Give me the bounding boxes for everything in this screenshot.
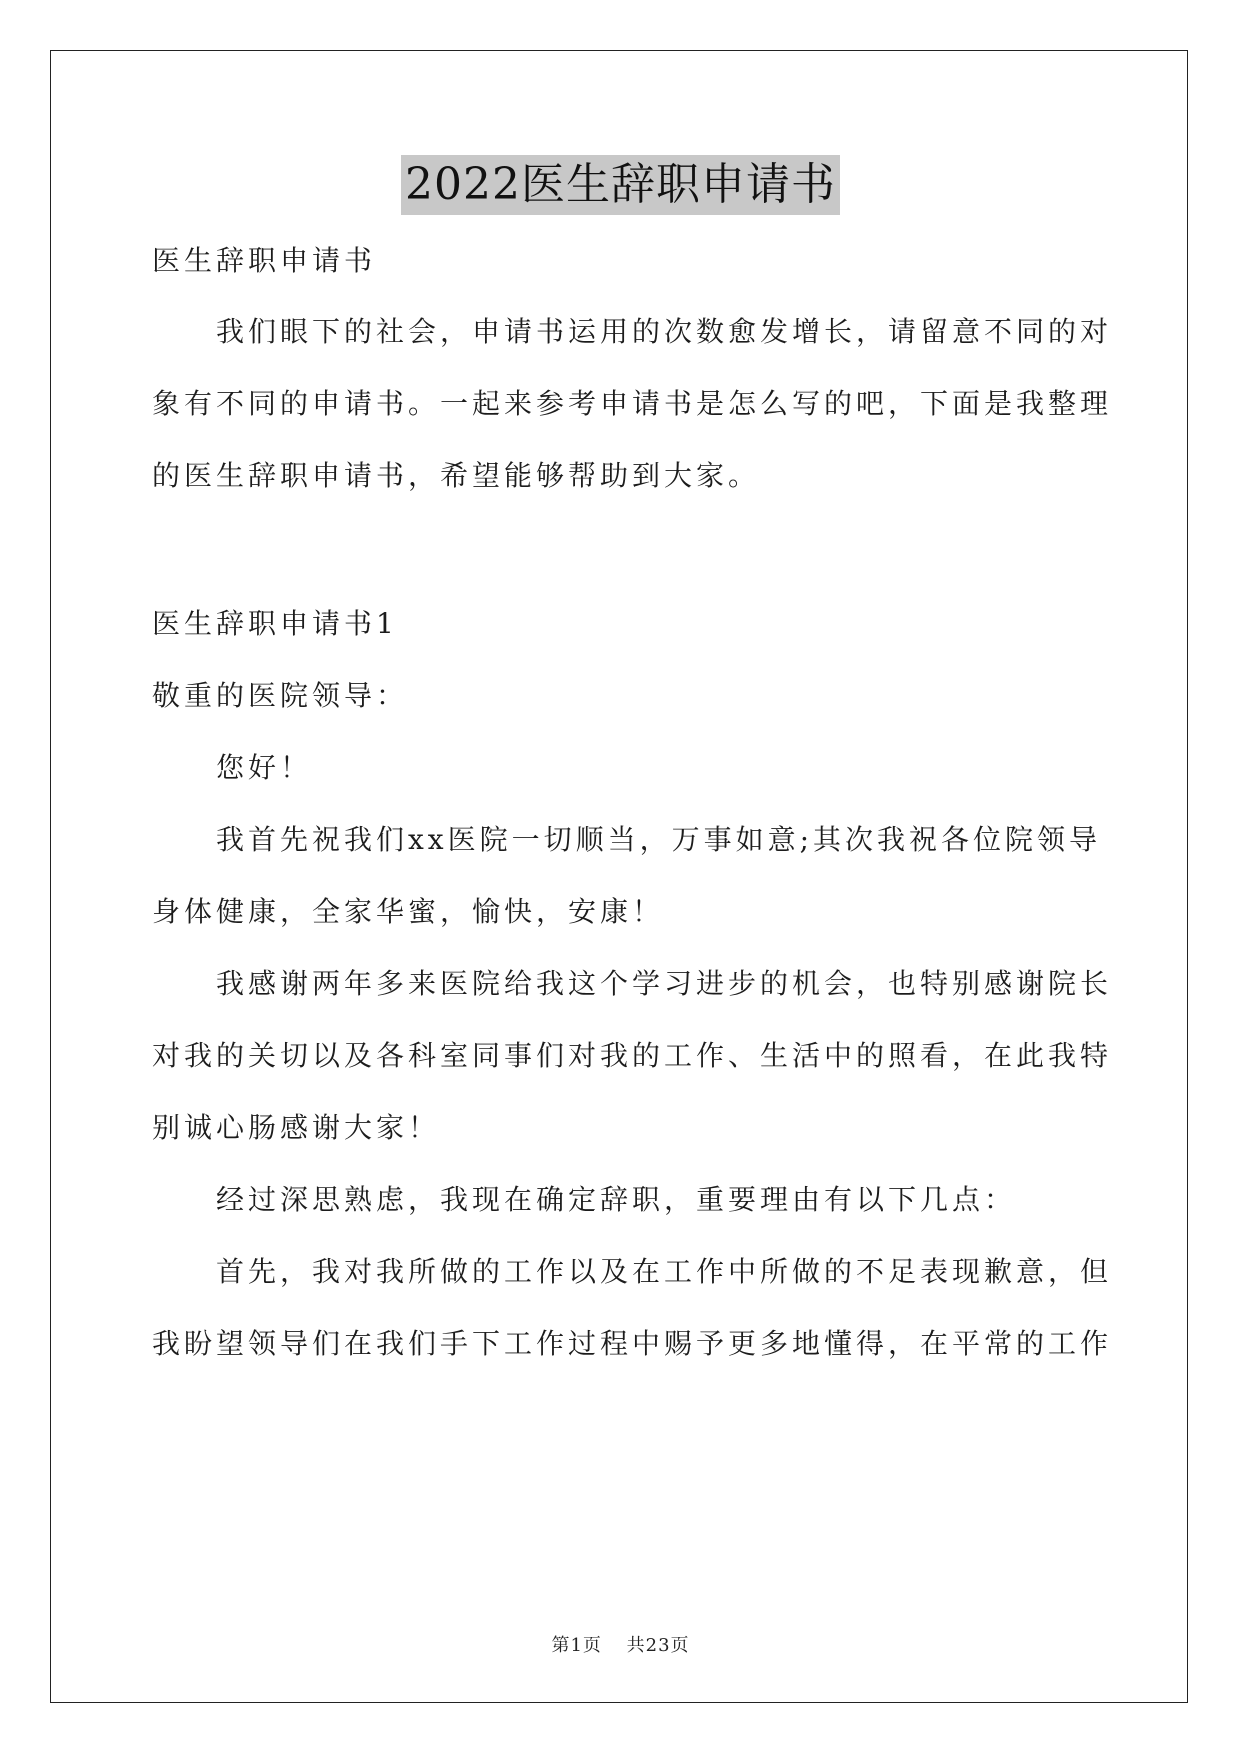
page-footer (0, 1631, 1241, 1657)
page-number: 第1页 (551, 1635, 602, 1656)
paragraph-line: 我们眼下的社会，申请书运用的次数愈发增长，请留意不同的对 (152, 315, 1113, 348)
page-border (50, 50, 1188, 1703)
page-total: 共23页 (626, 1635, 690, 1656)
paragraph-line: 身体健康，全家华蜜，愉快，安康！ (152, 895, 665, 928)
salutation-line: 敬重的医院领导： (152, 679, 409, 712)
paragraph-line: 我盼望领导们在我们手下工作过程中赐予更多地懂得，在平常的工作 (152, 1327, 1113, 1360)
title-container (0, 155, 1241, 215)
section-heading: 医生辞职申请书1 (152, 607, 398, 640)
paragraph-line: 对我的关切以及各科室同事们对我的工作、生活中的照看，在此我特 (152, 1039, 1113, 1072)
section-heading: 医生辞职申请书 (152, 244, 377, 277)
paragraph-line: 别诚心肠感谢大家！ (152, 1111, 441, 1144)
paragraph-line: 我感谢两年多来医院给我这个学习进步的机会，也特别感谢院长 (152, 967, 1113, 1000)
paragraph-line: 首先，我对我所做的工作以及在工作中所做的不足表现歉意，但 (152, 1255, 1113, 1288)
paragraph-line: 象有不同的申请书。一起来参考申请书是怎么写的吧，下面是我整理 (152, 387, 1113, 420)
document-title: 2022医生辞职申请书 (401, 155, 840, 215)
paragraph-line: 的医生辞职申请书，希望能够帮助到大家。 (152, 459, 761, 492)
paragraph-line: 我首先祝我们xx医院一切顺当，万事如意;其次我祝各位院领导 (152, 823, 1102, 856)
paragraph-line: 经过深思熟虑，我现在确定辞职，重要理由有以下几点： (152, 1183, 1017, 1216)
greeting-line: 您好！ (152, 751, 313, 784)
